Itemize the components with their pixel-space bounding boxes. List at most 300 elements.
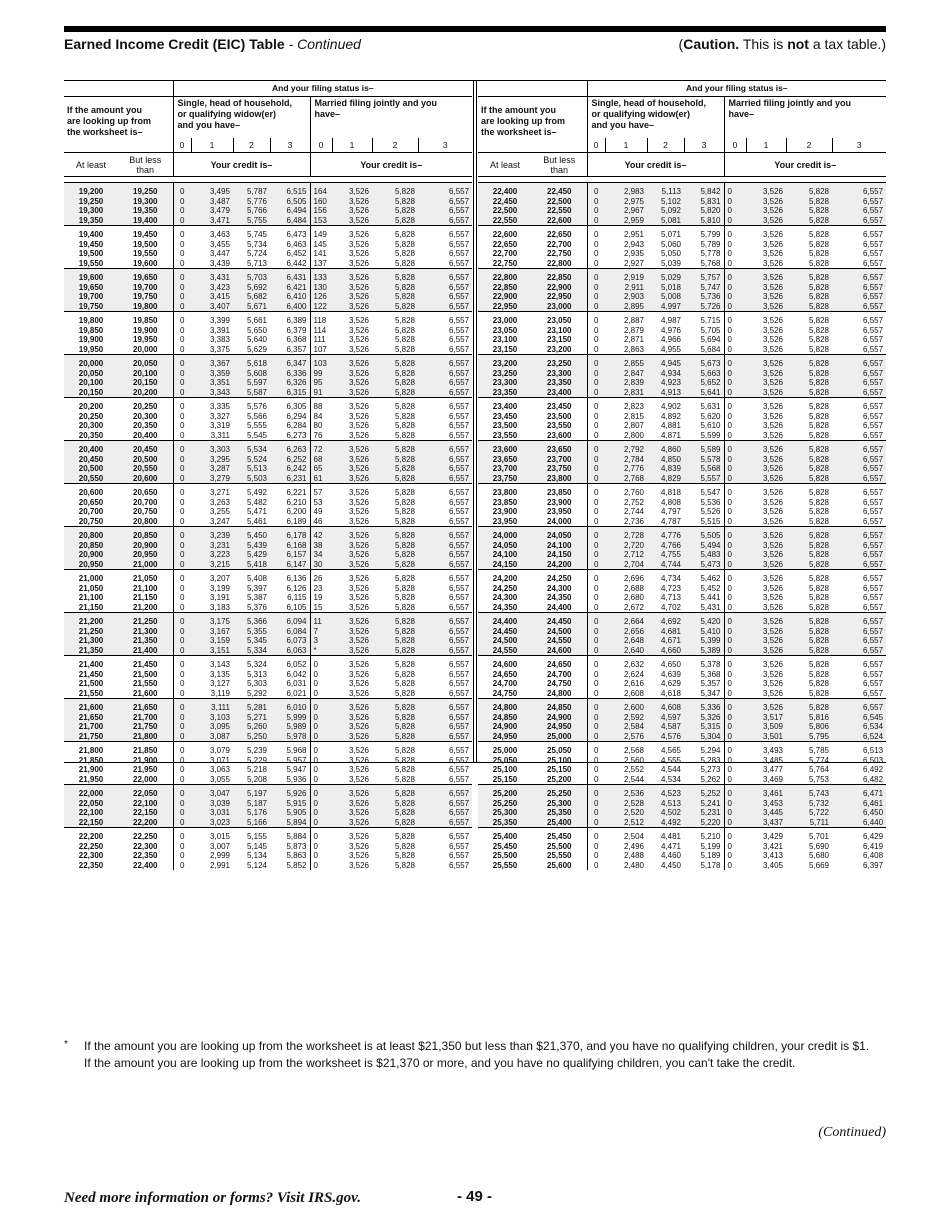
table-cell: 3 (313, 636, 318, 645)
married-0-credit (310, 742, 332, 785)
table-cell: 6,494 (286, 206, 307, 215)
table-cell: 5,473 (700, 559, 721, 569)
table-cell: 5,828 (394, 645, 415, 655)
married-1-credit (332, 269, 372, 312)
table-cell: 3,399 (209, 316, 230, 325)
table-cell: 3,526 (348, 249, 369, 258)
table-cell: 24,600 (492, 660, 518, 669)
table-cell: 0 (594, 402, 599, 411)
table-cell: 5,828 (394, 703, 415, 712)
table-cell: 0 (594, 755, 599, 765)
table-cell: 6,557 (449, 206, 470, 215)
table-row-group (478, 312, 886, 355)
single-1-credit (605, 355, 647, 398)
table-cell: 0 (594, 860, 599, 870)
table-cell: 0 (727, 282, 732, 292)
table-cell: 25,250 (547, 789, 572, 798)
table-cell: 24,350 (492, 602, 518, 612)
married-3-credit (832, 828, 886, 871)
married-0-credit (310, 656, 332, 699)
single-0-credit (587, 269, 605, 312)
table-cell: 5,816 (808, 712, 829, 722)
table-cell: 5,989 (286, 722, 307, 731)
table-cell: 23,950 (492, 516, 518, 526)
table-cell: 5,828 (808, 559, 829, 569)
table-cell: 19,500 (133, 239, 158, 249)
table-cell: 2,584 (623, 722, 644, 731)
table-cell: 5,701 (808, 832, 829, 841)
table-cell: 23,250 (492, 368, 518, 378)
table-cell: 21,950 (133, 765, 158, 774)
table-cell: 5,378 (700, 660, 721, 669)
table-cell: 4,681 (660, 626, 681, 636)
table-cell: 3,526 (348, 273, 369, 282)
table-cell: 6,557 (863, 258, 884, 268)
table-cell: 20,000 (133, 344, 158, 354)
table-cell: 6,200 (286, 507, 307, 516)
table-cell: 20,400 (133, 430, 158, 440)
table-cell: 5,828 (394, 335, 415, 344)
table-cell: 3,526 (762, 626, 783, 636)
single-1-credit (605, 828, 647, 871)
table-cell: 3,485 (762, 755, 783, 765)
but-less-values (118, 828, 173, 871)
table-cell: 5,102 (660, 196, 681, 206)
at-least-values (64, 226, 118, 269)
table-cell: 3,343 (209, 387, 230, 397)
table-cell: 3,526 (348, 464, 369, 473)
single-1-credit (191, 527, 233, 570)
single-1-credit (605, 613, 647, 656)
table-cell: 24,250 (492, 583, 518, 593)
but-less-values (532, 355, 587, 398)
married-1-credit (332, 656, 372, 699)
table-cell: 5,155 (246, 832, 267, 841)
table-cell: 6,557 (863, 445, 884, 454)
table-cell: 5,715 (700, 316, 721, 325)
table-cell: 23,900 (547, 497, 572, 507)
table-cell: 5,534 (246, 445, 267, 454)
table-cell: 0 (727, 187, 732, 196)
table-cell: 6,557 (863, 636, 884, 645)
table-cell: 5,334 (246, 645, 267, 655)
married-2-credit (786, 742, 832, 785)
table-cell: 5,828 (394, 688, 415, 698)
table-cell: 19,300 (133, 196, 158, 206)
table-cell: 5,828 (808, 187, 829, 196)
eic-table (64, 80, 886, 870)
table-cell: 5,555 (246, 421, 267, 430)
table-cell: 0 (180, 774, 185, 784)
table-cell: 5,828 (808, 660, 829, 669)
married-1-credit (746, 226, 786, 269)
table-cell: 22,150 (78, 817, 104, 827)
single-1-credit (191, 398, 233, 441)
table-cell: 6,557 (863, 215, 884, 225)
table-cell: 3,429 (762, 832, 783, 841)
table-cell: 3,526 (348, 344, 369, 354)
table-row-group (478, 398, 886, 441)
married-0-credit (310, 441, 332, 484)
table-cell: 5,355 (246, 626, 267, 636)
table-cell: 5,029 (660, 273, 681, 282)
table-cell: 0 (313, 817, 318, 827)
married-0-credit (724, 570, 746, 613)
table-cell: 5,828 (394, 550, 415, 559)
table-cell: 5,747 (700, 282, 721, 292)
table-cell: 5,684 (700, 344, 721, 354)
table-cell: 5,680 (808, 851, 829, 860)
table-cell: 20,350 (78, 430, 104, 440)
married-0-credit (724, 613, 746, 656)
table-cell: 0 (727, 798, 732, 808)
table-cell: 0 (313, 722, 318, 731)
single-1-credit (605, 785, 647, 828)
table-cell: 6,557 (449, 249, 470, 258)
table-cell: 3,367 (209, 359, 230, 368)
table-cell: 5,513 (246, 464, 267, 473)
table-cell: 6,073 (286, 636, 307, 645)
table-cell: 0 (180, 574, 185, 583)
table-cell: 0 (727, 230, 732, 239)
single-2-credit (647, 742, 684, 785)
table-cell: 3,439 (209, 258, 230, 268)
table-cell: 3,023 (209, 817, 230, 827)
table-cell: 5,671 (246, 301, 267, 311)
table-cell: 3,526 (348, 516, 369, 526)
table-cell: 6,557 (863, 645, 884, 655)
single-2-credit (233, 441, 270, 484)
single-0-credit (587, 398, 605, 441)
table-cell: 5,283 (700, 755, 721, 765)
table-cell: 4,945 (660, 359, 681, 368)
table-cell: 24,050 (547, 531, 572, 540)
table-cell: 25,200 (547, 774, 572, 784)
table-cell: 21,900 (133, 755, 158, 765)
table-cell: 6,557 (863, 488, 884, 497)
table-cell: 0 (180, 230, 185, 239)
married-3-credit (832, 484, 886, 527)
but-less-values (532, 484, 587, 527)
table-cell: 20,350 (133, 421, 158, 430)
table-row-group (478, 570, 886, 613)
table-cell: 3,526 (762, 239, 783, 249)
single-2-credit (233, 355, 270, 398)
table-cell: 19,450 (78, 239, 104, 249)
table-row-group (64, 656, 472, 699)
table-cell: 3,287 (209, 464, 230, 473)
table-cell: 42 (313, 531, 323, 540)
table-cell: 6,557 (449, 731, 470, 741)
table-cell: 6,557 (449, 765, 470, 774)
table-cell: 0 (313, 808, 318, 817)
table-cell: 24,000 (492, 531, 518, 540)
table-cell: 23,250 (547, 359, 572, 368)
table-cell: 20,850 (133, 531, 158, 540)
table-cell: 21,450 (78, 669, 104, 679)
table-cell: 5,250 (246, 731, 267, 741)
table-cell: * (313, 645, 317, 655)
table-cell: 5,828 (808, 464, 829, 473)
table-cell: 2,871 (623, 335, 644, 344)
table-cell: 5,828 (808, 335, 829, 344)
table-row-group (478, 828, 886, 871)
table-cell: 6,231 (286, 473, 307, 483)
table-cell: 0 (594, 789, 599, 798)
table-cell: 5,661 (246, 316, 267, 325)
table-cell: 20,250 (78, 411, 104, 421)
lookup-header (478, 96, 587, 138)
table-cell: 3,351 (209, 378, 230, 387)
table-cell: 5,408 (246, 574, 267, 583)
table-cell: 6,557 (449, 488, 470, 497)
but-less-values (118, 312, 173, 355)
table-cell: 0 (594, 282, 599, 292)
table-cell: 22,850 (492, 282, 518, 292)
table-cell: 3,071 (209, 755, 230, 765)
table-cell: 6,379 (286, 325, 307, 335)
table-cell: 3,453 (762, 798, 783, 808)
table-cell: 22,650 (547, 230, 572, 239)
single-2-credit (233, 828, 270, 871)
your-credit-single: Your credit is– (173, 153, 310, 177)
table-cell: 5,673 (700, 359, 721, 368)
table-cell: 2,935 (623, 249, 644, 258)
children-count-1: 1 (605, 138, 647, 153)
table-cell: 149 (313, 230, 327, 239)
table-cell: 5,505 (700, 531, 721, 540)
table-cell: 5,828 (808, 430, 829, 440)
table-cell: 2,512 (623, 817, 644, 827)
table-cell: 2,560 (623, 755, 644, 765)
table-row-group (478, 527, 886, 570)
table-cell: 0 (727, 516, 732, 526)
table-cell: 5,220 (700, 817, 721, 827)
table-cell: 6,461 (863, 798, 884, 808)
table-cell: 133 (313, 273, 327, 282)
table-cell: 5,492 (246, 488, 267, 497)
table-cell: 4,671 (660, 636, 681, 645)
table-cell: 0 (180, 817, 185, 827)
table-cell: 19,950 (78, 344, 104, 354)
single-header-line: or qualifying widow(er) (591, 108, 690, 119)
table-cell: 0 (727, 488, 732, 497)
table-cell: 3,175 (209, 617, 230, 626)
children-count-0: 0 (173, 138, 191, 153)
table-cell: 5,828 (394, 851, 415, 860)
table-cell: 3,015 (209, 832, 230, 841)
table-cell: 24,050 (492, 540, 518, 550)
table-cell: 0 (727, 531, 732, 540)
table-cell: 3,526 (762, 516, 783, 526)
table-cell: 30 (313, 559, 323, 569)
table-cell: 0 (727, 292, 732, 301)
married-0-credit (724, 398, 746, 441)
table-cell: 19,450 (133, 230, 158, 239)
filing-status-header: And your filing status is– (587, 81, 886, 96)
but-less-values (118, 570, 173, 613)
table-cell: 5,828 (808, 387, 829, 397)
married-1-credit (332, 441, 372, 484)
table-cell: 5,828 (808, 669, 829, 679)
single-3-credit (684, 699, 724, 742)
married-header-line: have– (728, 108, 755, 119)
table-cell: 20,600 (78, 488, 104, 497)
single-0-credit (587, 441, 605, 484)
eic-table-right (478, 81, 886, 870)
table-cell: 25,050 (547, 746, 572, 755)
table-cell: 6,557 (449, 325, 470, 335)
married-1-credit (332, 527, 372, 570)
table-cell: 0 (594, 230, 599, 239)
table-cell: 6,557 (863, 316, 884, 325)
single-2-credit (647, 398, 684, 441)
table-cell: 5,828 (808, 531, 829, 540)
married-3-credit (832, 785, 886, 828)
table-cell: 141 (313, 249, 327, 258)
table-cell: 6,492 (863, 765, 884, 774)
eic-grid (64, 81, 472, 870)
table-cell: 5,828 (394, 402, 415, 411)
table-cell: 3,526 (762, 559, 783, 569)
table-cell: 3,199 (209, 583, 230, 593)
table-cell: 3,526 (762, 325, 783, 335)
table-cell: 6,557 (449, 626, 470, 636)
table-cell: 3,526 (348, 688, 369, 698)
table-cell: 20,950 (78, 559, 104, 569)
table-cell: 6,105 (286, 602, 307, 612)
table-cell: 0 (180, 531, 185, 540)
table-cell: 24,500 (547, 626, 572, 636)
married-2-credit (786, 570, 832, 613)
table-cell: 6,419 (863, 841, 884, 851)
table-cell: 5,418 (246, 559, 267, 569)
single-1-credit (191, 785, 233, 828)
table-cell: 0 (180, 765, 185, 774)
table-cell: 5,640 (246, 335, 267, 344)
table-cell: 22,800 (547, 258, 572, 268)
table-cell: 0 (180, 540, 185, 550)
single-0-credit (587, 570, 605, 613)
table-cell: 2,919 (623, 273, 644, 282)
table-cell: 25,500 (547, 841, 572, 851)
table-cell: 22,350 (78, 860, 104, 870)
but-less-values (532, 613, 587, 656)
at-least-values (478, 441, 532, 484)
at-least-values (64, 398, 118, 441)
table-cell: 23,900 (492, 507, 518, 516)
single-1-credit (191, 183, 233, 226)
but-less-values (532, 656, 587, 699)
table-cell: 5,828 (394, 722, 415, 731)
table-cell: 21,350 (78, 645, 104, 655)
table-cell: 3,526 (762, 464, 783, 473)
table-cell: 5,828 (394, 731, 415, 741)
table-cell: 4,513 (660, 798, 681, 808)
table-cell: 19,650 (78, 282, 104, 292)
married-2-credit (372, 570, 418, 613)
footnote-symbol: * (64, 1039, 68, 1050)
table-cell: 5,787 (246, 187, 267, 196)
table-cell: 0 (727, 860, 732, 870)
table-cell: 4,629 (660, 679, 681, 688)
table-cell: 3,526 (762, 387, 783, 397)
table-cell: 20,650 (133, 488, 158, 497)
table-cell: 6,557 (863, 378, 884, 387)
single-2-credit (647, 269, 684, 312)
table-cell: 2,959 (623, 215, 644, 225)
table-cell: 2,520 (623, 808, 644, 817)
table-cell: 0 (180, 841, 185, 851)
table-cell: 6,557 (449, 387, 470, 397)
table-cell: 5,260 (246, 722, 267, 731)
table-cell: 4,766 (660, 540, 681, 550)
but-less-values (118, 226, 173, 269)
table-cell: 3,447 (209, 249, 230, 258)
table-cell: 3,526 (348, 368, 369, 378)
table-cell: 6,557 (449, 679, 470, 688)
single-3-credit (270, 785, 310, 828)
table-cell: 5,828 (808, 378, 829, 387)
table-cell: 3,526 (762, 249, 783, 258)
footnote-line-2: If the amount you are looking up from the worksheet is $21,370 or more, and you have no qualifying children, you can't take the credit. (84, 1056, 796, 1070)
table-cell: 20,300 (133, 411, 158, 421)
married-1-credit (332, 742, 372, 785)
at-least-values (64, 742, 118, 785)
table-cell: 5,828 (394, 316, 415, 325)
table-cell: 6,557 (863, 660, 884, 669)
table-cell: 5,828 (808, 454, 829, 464)
table-cell: 0 (313, 688, 318, 698)
table-cell: 21,300 (78, 636, 104, 645)
table-cell: 5,828 (808, 402, 829, 411)
table-cell: 19,500 (78, 249, 104, 258)
table-cell: 6,557 (863, 387, 884, 397)
single-1-credit (191, 828, 233, 871)
single-3-credit (270, 570, 310, 613)
table-cell: 22,950 (547, 292, 572, 301)
married-3-credit (832, 355, 886, 398)
table-cell: 0 (594, 359, 599, 368)
single-3-credit (270, 441, 310, 484)
table-cell: 0 (727, 249, 732, 258)
table-cell: 22,700 (547, 239, 572, 249)
table-cell: 3,526 (762, 368, 783, 378)
table-cell: 57 (313, 488, 323, 497)
table-cell: 21,150 (133, 593, 158, 602)
table-cell: 5,294 (700, 746, 721, 755)
table-cell: 23,000 (547, 301, 572, 311)
table-cell: 22,350 (133, 851, 158, 860)
single-3-credit (270, 656, 310, 699)
table-cell: 20,800 (133, 516, 158, 526)
table-cell: 5,828 (394, 841, 415, 851)
married-1-credit (746, 441, 786, 484)
table-cell: 6,471 (863, 789, 884, 798)
table-cell: 4,534 (660, 774, 681, 784)
table-cell: 5,828 (394, 574, 415, 583)
table-cell: 6,557 (863, 344, 884, 354)
married-0-credit (724, 527, 746, 570)
table-cell: 156 (313, 206, 327, 215)
table-cell: 6,557 (863, 602, 884, 612)
table-cell: 5,828 (808, 445, 829, 454)
table-cell: 3,526 (348, 841, 369, 851)
table-cell: 5,134 (246, 851, 267, 860)
children-count-3: 3 (270, 138, 310, 153)
table-cell: 6,389 (286, 316, 307, 325)
single-0-credit (173, 699, 191, 742)
